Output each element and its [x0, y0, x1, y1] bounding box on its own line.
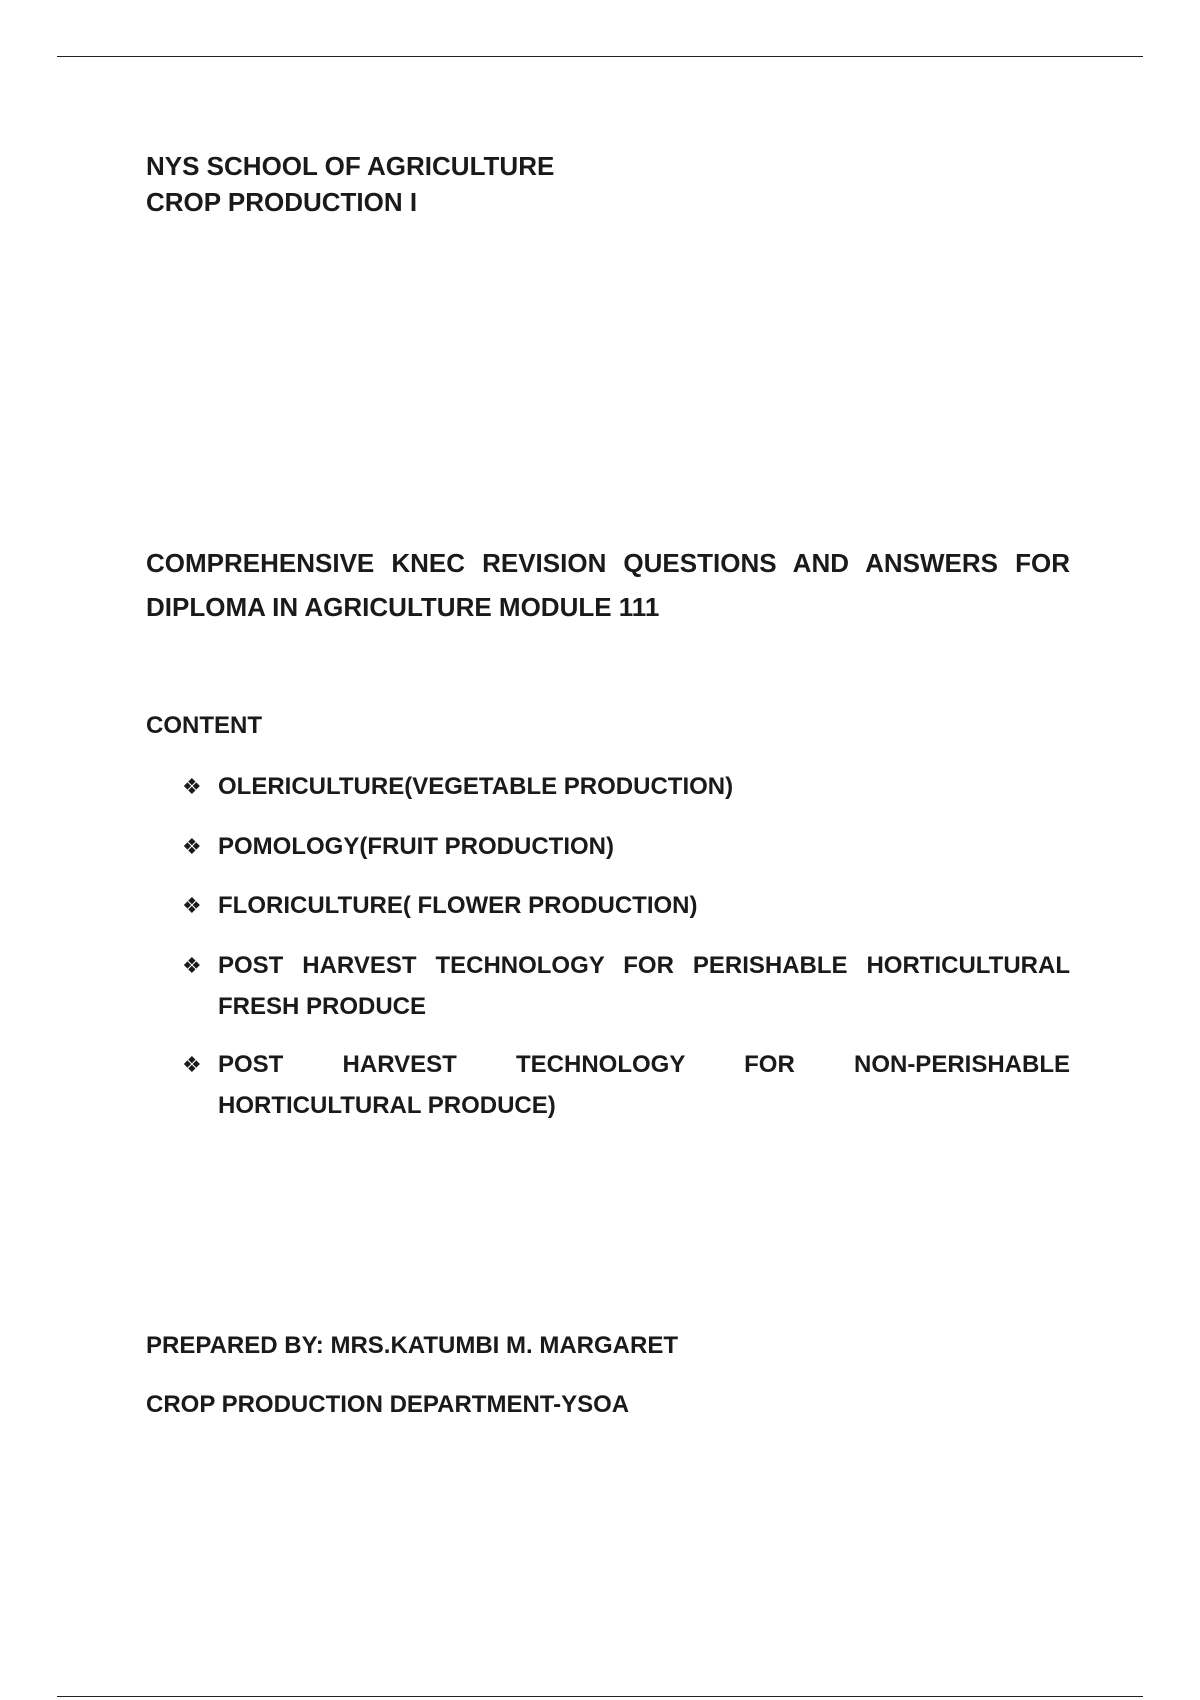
diamond-dots-icon: ❖	[182, 774, 202, 799]
document-title: COMPREHENSIVE KNEC REVISION QUESTIONS AND ANSWERS FOR DIPLOMA IN AGRICULTURE MODULE 111	[146, 548, 1070, 622]
list-item-text: FLORICULTURE( FLOWER PRODUCTION)	[218, 892, 698, 919]
list-item	[182, 826, 1070, 867]
list-item-text: OLERICULTURE(VEGETABLE PRODUCTION)	[218, 773, 734, 800]
department: CROP PRODUCTION DEPARTMENT-YSOA	[146, 1391, 630, 1418]
list-item	[182, 766, 1070, 807]
diamond-dots-icon: ❖	[182, 893, 202, 918]
top-divider	[57, 56, 1143, 57]
list-item	[182, 885, 1070, 926]
diamond-dots-icon: ❖	[182, 1052, 202, 1077]
school-name: NYS SCHOOL OF AGRICULTURE	[146, 151, 555, 181]
prepared-by: PREPARED BY: MRS.KATUMBI M. MARGARET	[146, 1332, 678, 1359]
content-label: CONTENT	[146, 712, 262, 739]
list-item-text: POST HARVEST TECHNOLOGY FOR PERISHABLE HORTICULTURAL FRESH PRODUCE	[218, 952, 1070, 1020]
list-item-text: POMOLOGY(FRUIT PRODUCTION)	[218, 833, 614, 860]
list-item	[182, 1044, 1070, 1126]
list-item-text: POST HARVEST TECHNOLOGY FOR NON-PERISHABLE HORTICULTURAL PRODUCE)	[218, 1051, 1070, 1119]
diamond-dots-icon: ❖	[182, 953, 202, 978]
diamond-dots-icon: ❖	[182, 834, 202, 859]
bottom-divider	[57, 1696, 1143, 1697]
course-name: CROP PRODUCTION I	[146, 187, 418, 217]
list-item	[182, 945, 1070, 1027]
